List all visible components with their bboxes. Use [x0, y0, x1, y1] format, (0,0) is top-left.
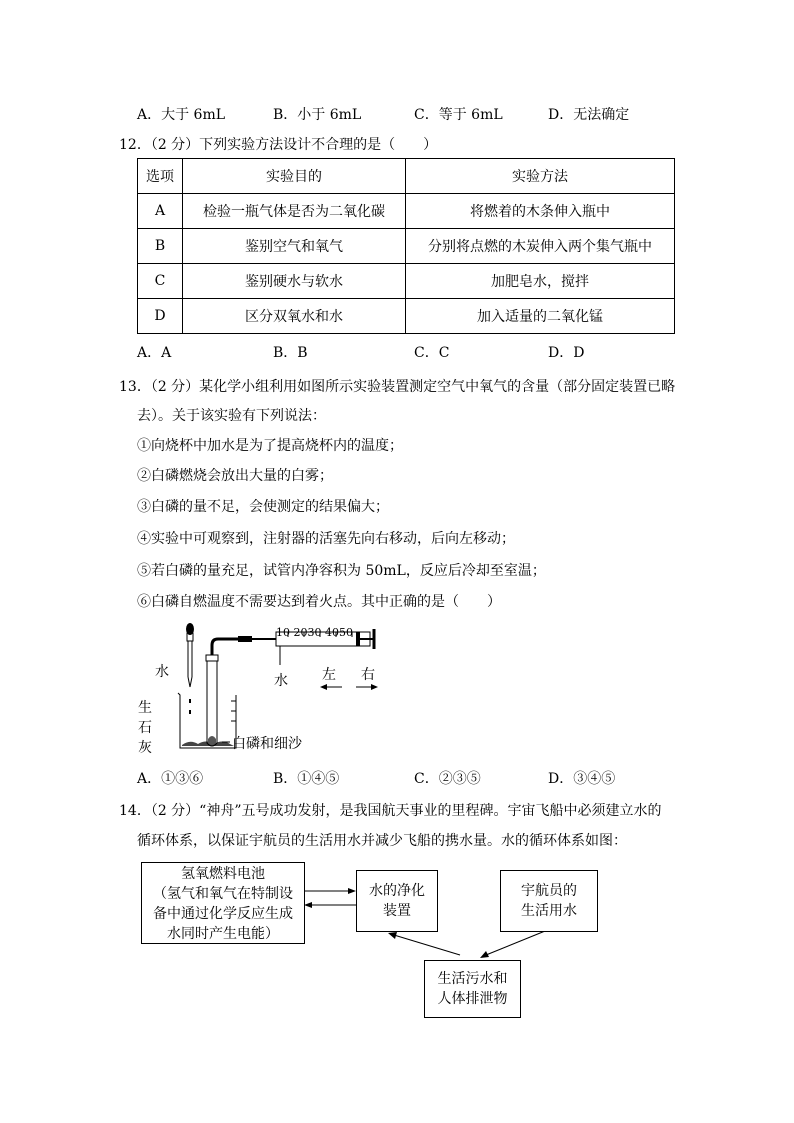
q12-stem: 12．（2 分）下列实验方法设计不合理的是（ ）: [119, 137, 438, 153]
astronaut-line-1: 宇航员的: [521, 883, 577, 899]
q11-option-a: A．大于 6mL: [137, 107, 226, 123]
table-header-cell: 选项: [138, 159, 183, 194]
waste-line-2: 人体排泄物: [437, 991, 508, 1007]
table-cell: 区分双氧水和水: [183, 299, 406, 334]
q12-option-b: B．B: [273, 345, 308, 361]
fuel-cell-desc-2: 备中通过化学反应生成: [153, 906, 293, 922]
water-label-dropper: 水: [155, 664, 169, 680]
q12-option-c: C．C: [414, 345, 450, 361]
q13-statement-1: ①向烧杯中加水是为了提高烧杯内的温度；: [137, 438, 403, 454]
purifier-line-2: 装置: [383, 903, 411, 919]
q11-option-c: C．等于 6mL: [414, 107, 503, 123]
purifier-line-1: 水的净化: [369, 883, 425, 899]
q13-statement-5: ⑤若白磷的量充足，试管内净容积为 50mL，反应后冷却至室温；: [137, 563, 546, 579]
table-cell: 鉴别硬水与软水: [183, 264, 406, 299]
q14-stem-line1: 14．（2 分）“神舟”五号成功发射，是我国航天事业的里程碑。宇宙飞船中必须建立水的: [119, 803, 662, 819]
table-row: [138, 194, 675, 229]
water-label-syringe: 水: [274, 673, 288, 689]
table-cell: 加入适量的二氧化锰: [406, 299, 675, 334]
table-row: [138, 229, 675, 264]
q12-option-a: A．A: [137, 345, 172, 361]
fuel-cell-box: [141, 862, 305, 944]
fuel-cell-desc-3: 水同时产生电能）: [167, 926, 279, 942]
syringe-scale-label: 10 2030 4050: [276, 626, 353, 639]
phosphorus-label: 白磷和细沙: [232, 736, 302, 752]
q13-statement-6: ⑥白磷自燃温度不需要达到着火点。其中正确的是（ ）: [137, 594, 501, 610]
table-header-row: [138, 159, 675, 194]
test-tube-icon: [206, 639, 240, 746]
table-header-cell: 实验方法: [406, 159, 675, 194]
right-label: 右: [361, 667, 375, 683]
table-cell: 分别将点燃的木炭伸入两个集气瓶中: [406, 229, 675, 264]
table-row: [138, 264, 675, 299]
table-row: [138, 299, 675, 334]
table-cell: 将燃着的木条伸入瓶中: [406, 194, 675, 229]
q13-statement-2: ②白磷燃烧会放出大量的白雾；: [137, 468, 333, 484]
quicklime-label-2: 石: [138, 720, 152, 736]
table-cell: 检验一瓶气体是否为二氧化碳: [183, 194, 406, 229]
table-cell: A: [138, 194, 183, 229]
table-cell: B: [138, 229, 183, 264]
table-cell: 加肥皂水，搅拌: [406, 264, 675, 299]
direction-arrows: [320, 684, 378, 690]
table-header-cell: 实验目的: [183, 159, 406, 194]
waste-box: [424, 960, 521, 1018]
q11-option-b: B．小于 6mL: [273, 107, 362, 123]
dropper-icon: [186, 623, 194, 714]
table-cell: D: [138, 299, 183, 334]
purifier-box: [356, 870, 438, 932]
q13-stem-line1: 13．（2 分）某化学小组利用如图所示实验装置测定空气中氧气的含量（部分固定装置已略: [119, 379, 676, 395]
quicklime-label-1: 生: [138, 700, 152, 716]
q11-option-d: D．无法确定: [548, 107, 630, 123]
q13-option-b: B．①④⑤: [273, 771, 340, 787]
table-cell: C: [138, 264, 183, 299]
fuel-cell-title: 氢氧燃料电池: [181, 866, 265, 882]
q13-option-d: D．③④⑤: [548, 771, 616, 787]
q13-option-a: A．①③⑥: [137, 771, 204, 787]
table-cell: 鉴别空气和氧气: [183, 229, 406, 264]
q12-table: [137, 158, 675, 334]
astronaut-line-2: 生活用水: [521, 903, 577, 919]
waste-line-1: 生活污水和: [437, 971, 508, 987]
q13-statement-4: ④实验中可观察到，注射器的活塞先向右移动，后向左移动；: [137, 531, 515, 547]
left-label: 左: [322, 667, 336, 683]
q13-stem-line2: 去）。关于该实验有下列说法：: [137, 408, 326, 424]
q13-statement-3: ③白磷的量不足，会使测定的结果偏大；: [137, 499, 389, 515]
fuel-cell-desc-1: （氢气和氧气在特制设: [153, 886, 293, 902]
q13-option-c: C．②③⑤: [414, 771, 481, 787]
q12-option-d: D．D: [548, 345, 585, 361]
quicklime-label-3: 灰: [138, 740, 152, 756]
q14-stem-line2: 循环体系，以保证宇航员的生活用水并减少飞船的携水量。水的循环体系如图：: [137, 833, 627, 849]
astronaut-water-box: [500, 870, 598, 932]
